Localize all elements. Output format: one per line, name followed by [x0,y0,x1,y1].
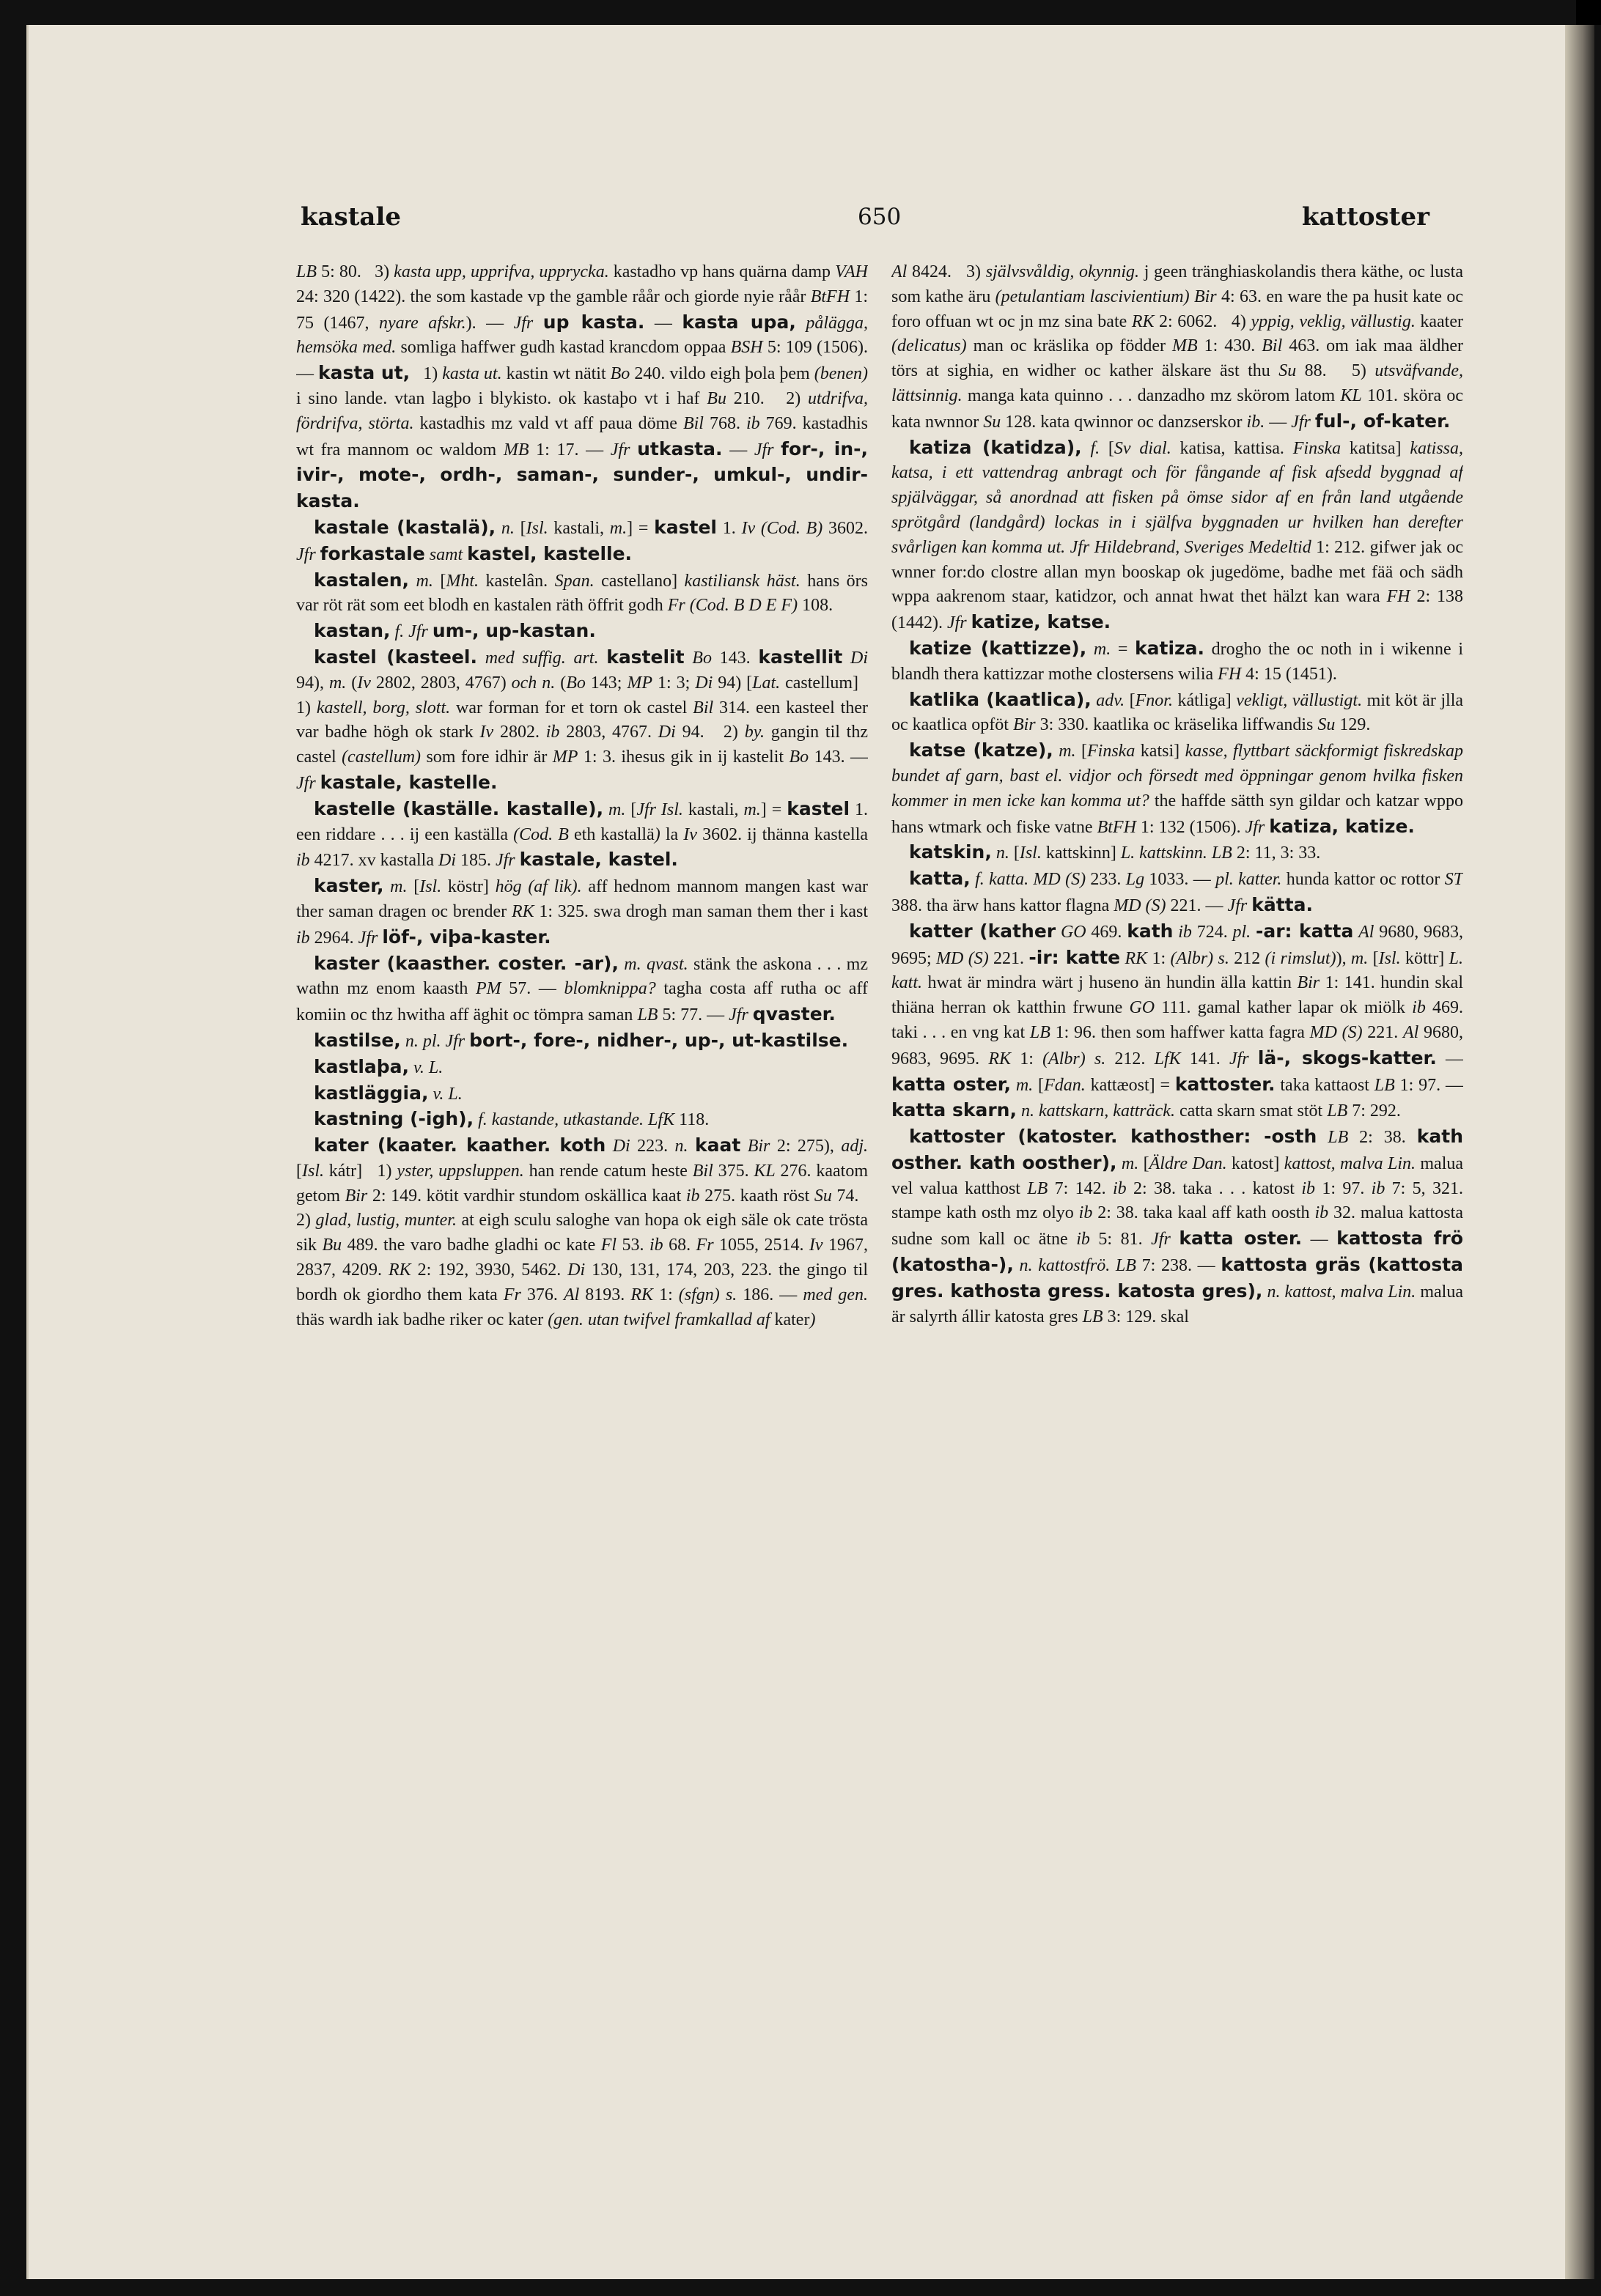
header-last-entry: kattoster [1301,202,1429,232]
dictionary-entry: kaster (kaasther. coster. -ar), m. qvast. stänk the askona . . . mz wathn mz enom kaasth PM 57. — blomknippa? tagha costa aff rutha oc aff komiin oc thz hwitha aff äghit oc tömpra saman LB 5: 77. — Jfr qvaster. [296,952,868,1025]
dictionary-entry: kastlaþa, v. L. [314,1055,444,1077]
dictionary-entry: kastale (kastalä), n. [Isl. kastali, m.] = kastel 1. Iv (Cod. B) 3602. Jfr forkastale samt kastel, kastelle. [296,516,868,564]
dictionary-entry: kastning (-igh), f. kastande, utkastande. LfK 118. [314,1108,710,1130]
dictionary-entry: LB 5: 80. 3) kasta upp, upprifva, upprycka. kastadho vp hans quärna damp VAH 24: 320 (1422). the som kastade vp the gamble råår och giorde nyie råår BtFH 1: 75 (1467, nyare afskr.). — Jfr up kasta. — kasta upa, pålägga, hemsöka med. somliga haffwer gudh kastad krancdom oppaa BSH 5: 109 (1506). — kasta ut, 1) kasta ut. kastin wt nätit Bo 240. vildo eigh þola þem (benen) i sino lande. vtan lagþo i blykisto. ok kastaþo vt i haf Bu 210. 2) utdrifva, fördrifva, störta. kastadhis mz vald vt aff paua döme Bil 768. ib 769. kastadhis wt fra mannom oc waldom MB 1: 17. — Jfr utkasta. — Jfr for-, in-, ivir-, mote-, ordh-, saman-, sunder-, umkul-, undir-kasta. [296,262,868,512]
dictionary-entry: kater (kaater. kaather. koth Di 223. n. kaat Bir 2: 275), adj. [Isl. kátr] 1) yster, uppsluppen. han rende catum heste Bil 375. KL 276. kaatom getom Bir 2: 149. kötit vardhir stundom oskällica kaat ib 275. kaath röst Su 74. 2) glad, lustig, munter. at eigh sculu saloghe van hopa ok eigh säle ok cate trösta sik Bu 489. the varo badhe gladhi oc kate Fl 53. ib 68. Fr 1055, 2514. Iv 1967, 2837, 4209. RK 2: 192, 3930, 5462. Di 130, 131, 174, 203, 223. the gingo til bordh ok giordho them kata Fr 376. Al 8193. RK 1: (sfgn) s. 186. — med gen. thäs wardh iak badhe riker oc kater (gen. utan twifvel framkallad af kater) [296,1134,868,1329]
dictionary-entry: kaster, m. [Isl. köstr] hög (af lik). aff hednom mannom mangen kast war ther saman dragen oc brender RK 1: 325. swa drogh man saman them ther i kast ib 2964. Jfr löf-, viþa-kaster. [296,875,868,948]
dictionary-entry: kastalen, m. [Mht. kastelân. Span. castellano] kastiliansk häst. hans örs var röt rät som eet blodh en kastalen räth öffrit godh Fr (Cod. B D E F) 108. [296,569,868,616]
dictionary-entry: katiza (katidza), f. [Sv dial. katisa, kattisa. Finska katitsa] katissa, katsa, i ett vattendrag anbragt och för fångande af fisk afsedd byggnad af spjälväggar, så anordnad att fisken på ömse sidor af en från land utgående sprötgård (landgård) lockas in i själfva byggnaden ur hvilken han derefter svårligen kan komma ut. Jfr Hildebrand, Sveriges Medeltid 1: 212. gifwer jak oc wnner for:do clostre allan myn booskap ok jugedöme, badhe met fää och sädh wppa aakrenom staar, katidzor, och annat hwat thet hälzt kan wara FH 2: 138 (1442). Jfr katize, katse. [891,436,1463,633]
dictionary-entry: kastelle (kaställe. kastalle), m. [Jfr Isl. kastali, m.] = kastel 1. een riddare . . . ij een kaställa (Cod. B eth kastallä) la Iv 3602. ij thänna kastella ib 4217. xv kastalla Di 185. Jfr kastale, kastel. [296,797,868,871]
page-number: 650 [858,204,902,230]
dictionary-entry: katize (kattizze), m. = katiza. drogho the oc noth in i wikenne i blandh thera kattizzar mothe clostersens wilia FH 4: 15 (1451). [891,637,1463,684]
dictionary-entry: kastläggia, v. L. [314,1082,463,1104]
dictionary-entry: Al 8424. 3) självsvåldig, okynnig. j geen tränghiaskolandis thera käthe, oc lusta som kathe äru (petulantiam lascivientium) Bir 4: 63. en ware the pa husit kate oc foro offuan wt oc jn mz sina bate RK 2: 6062. 4) yppig, veklig, vällustig. kaater (delicatus) man oc kräslika op födder MB 1: 430. Bil 463. om iak maa äldher törs at sighia, en widher oc kather älskare äst thu Su 88. 5) utsväfvande, lättsinnig. manga kata quinno . . . danzadho mz skörom latom KL 101. sköra oc kata nwnnor Su 128. kata qwinnor oc danzserskor ib. — Jfr ful-, of-kater. [891,262,1463,432]
dictionary-entry: kastilse, n. pl. Jfr bort-, fore-, nidher-, up-, ut-kastilse. [314,1029,849,1051]
book-spine-shadow [1565,25,1594,2279]
dictionary-entry: katta, f. katta. MD (S) 233. Lg 1033. — pl. katter. hunda kattor oc rottor ST 388. tha ärw hans kattor flagna MD (S) 221. — Jfr kätta. [891,868,1463,915]
dictionary-entry: kastel (kasteel. med suffig. art. kastelit Bo 143. kastellit Di 94), m. (Iv 2802, 2803, 4767) och n. (Bo 143; MP 1: 3; Di 94) [Lat. castellum] 1) kastell, borg, slott. war forman for et torn ok castel Bil 314. een kasteel ther var badhe högh ok stark Iv 2802. ib 2803, 4767. Di 94. 2) by. gangin til thz castel (castellum) som fore idhir är MP 1: 3. ihesus gik in ij kastelit Bo 143. — Jfr kastale, kastelle. [296,646,868,793]
dictionary-entry: katskin, n. [Isl. kattskinn] L. kattskinn. LB 2: 11, 3: 33. [909,841,1321,863]
right-column [891,260,1463,2253]
left-column [296,260,868,2253]
header-first-entry: kastale [301,202,402,232]
dictionary-entry: katlika (kaatlica), adv. [Fnor. kátliga] vekligt, vällustigt. mit köt är jlla oc kaatlica opföt Bir 3: 330. kaatlika oc kräselika liffwandis Su 129. [891,688,1463,735]
dictionary-entry: kastan, f. Jfr um-, up-kastan. [314,620,596,642]
dictionary-entry: katter (kather GO 469. kath ib 724. pl. -ar: katta Al 9680, 9683, 9695; MD (S) 221. -ir: katte RK 1: (Albr) s. 212 (i rimslut)), m. [Isl. köttr] L. katt. hwat är mindra wärt j huseno än hundin älla kattin Bir 1: 141. hundin skal thiäna herran ok katthin frwune GO 111. gamal kather lapar ok miölk ib 469. taki . . . en vng kat LB 1: 96. then som haffwer katta fagra MD (S) 221. Al 9680, 9683, 9695. RK 1: (Albr) s. 212. LfK 141. Jfr lä-, skogs-katter. — katta oster, m. [Fdan. kattæost] = kattoster. taka kattaost LB 1: 97. — katta skarn, n. kattskarn, katträck. catta skarn smat stöt LB 7: 292. [891,920,1463,1121]
running-header [301,202,1429,239]
scan-corner-mark [1576,0,1601,25]
dictionary-entry: katse (katze), m. [Finska katsi] kasse, flyttbart säckformigt fiskredskap bundet af garn, bast el. vidjor och försedt med öppningar genom hvilka fisken kommer in men icke kan komma ut? the haffde sätth syn gildar och katzar wppo hans wtmark och fiske vatne BtFH 1: 132 (1506). Jfr katiza, katize. [891,739,1463,837]
dictionary-entry: kattoster (katoster. kathosther: -osth LB 2: 38. kath osther. kath oosther), m. [Äldre Dan. katost] kattost, malva Lin. malua vel valua katthost LB 7: 142. ib 2: 38. taka . . . katost ib 1: 97. ib 7: 5, 321. stampe kath osth mz olyo ib 2: 38. taka kaal aff kath oosth ib 32. malua kattosta sudne som kall oc ätne ib 5: 81. Jfr katta oster. — kattosta frö (katostha-), n. kattostfrö. LB 7: 238. — kattosta gräs (kattosta gres. kathosta gress. katosta gres), n. kattost, malva Lin. malua är salyrth állir katosta gres LB 3: 129. skal [891,1126,1463,1326]
